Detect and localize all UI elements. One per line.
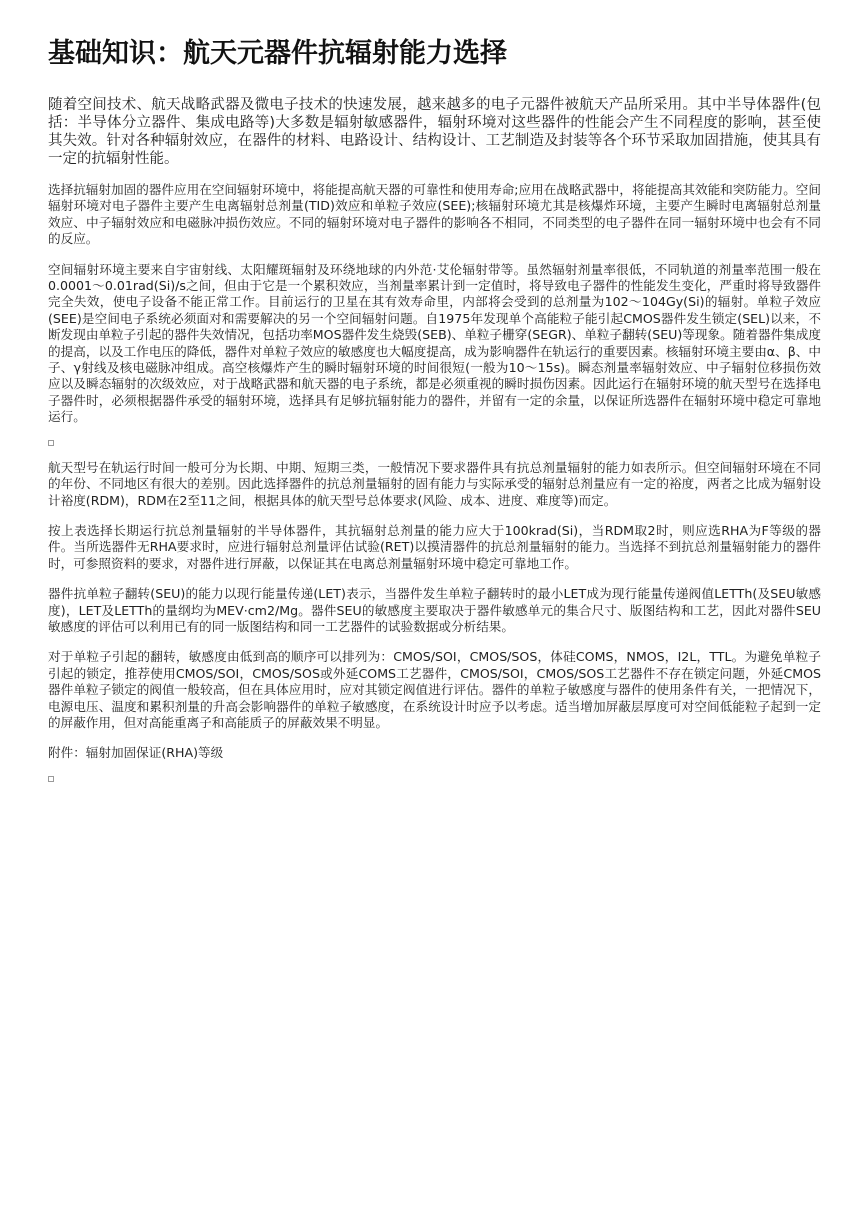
intro-paragraph: 随着空间技术、航天战略武器及微电子技术的快速发展，越来越多的电子元器件被航天产品所采用。其中半导体器件(包括：半导体分立器件、集成电路等)大多数是辐射敏感器件，辐射环境对这些器件的性能会产生不同程度的影响，甚至使其失效。针对各种辐射效应，在器件的材料、电路设计、结构设计、工艺制造及封装等各个环节采取加固措施，使其具有一定的抗辐射性能。: [48, 97, 821, 167]
article: [48, 36, 821, 796]
paragraph-seu-capability: 器件抗单粒子翻转(SEU)的能力以现行能量传递(LET)表示，当器件发生单粒子翻转时的最小LET成为现行能量传递阀值LETTh(及SEU敏感度)，LET及LETTh的量纲均为MEV·cm2/Mg。器件SEU的敏感度主要取决于器件敏感单元的集合尺寸、版图结构和工艺，因此对器件SEU敏感度的评估可以利用已有的同一版图结构和同一工艺器件的试验数据或分析结果。: [48, 586, 821, 634]
page-title: 基础知识：航天元器件抗辐射能力选择: [48, 38, 507, 69]
paragraph-space-radiation: 空间辐射环境主要来自宇宙射线、太阳耀斑辐射及环绕地球的内外范·艾伦辐射带等。虽然辐射剂量率很低，不同轨道的剂量率范围一般在0.0001～0.01rad(Si)/s之间，但由于它是一个累积效应，当剂量率累计到一定值时，将导致电子器件的性能发生变化，严重时将导致器件完全失效，使电子设备不能正常工作。目前运行的卫星在其有效寿命里，内部将会受到的总剂量为102～104Gy(Si)的辐射。单粒子效应(SEE)是空间电子系统必须面对和需要解决的另一个空间辐射问题。自1975年发现单个高能粒子能引起CMOS器件发生锁定(SEL)以来，不断发现由单粒子引起的器件失效情况，包括功率MOS器件发生烧毁(SEB)、单粒子栅穿(SEGR)、单粒子翻转(SEU)等现象。随着器件集成度的提高，以及工作电压的降低，器件对单粒子效应的敏感度也大幅度提高，成为影响器件在轨运行的重要因素。核辐射环境主要由α、β、中子、γ射线及核电磁脉冲组成。高空核爆炸产生的瞬时辐射环境的时间很短(一般为10～15s)。瞬态剂量率辐射效应、中子辐射位移损伤效应以及瞬态辐射的次级效应，对于战略武器和航天器的电子系统，都是必须重视的瞬时损伤因素。因此运行在辐射环境的航天型号在选择电子器件时，必须根据器件承受的辐射环境，选择具有足够抗辐射能力的器件，并留有一定的余量，以保证所选器件在辐射环境中稳定可靠地运行。: [48, 261, 821, 425]
missing-attachment-image-icon: [48, 776, 54, 782]
paragraph-attachment: 附件：辐射加固保证(RHA)等级: [48, 745, 224, 761]
paragraph-orbit-duration: 航天型号在轨运行时间一般可分为长期、中期、短期三类，一般情况下要求器件具有抗总剂量辐射的能力如表所示。但空间辐射环境在不同的年份、不同地区有很大的差别。因此选择器件的抗总剂量辐射的固有能力与实际承受的辐射总剂量应有一定的裕度，两者之比成为辐射设计裕度(RDM)，RDM在2至11之间，根据具体的航天型号总体要求(风险、成本、进度、难度等)而定。: [48, 459, 821, 508]
paragraph-long-term-selection: 按上表选择长期运行抗总剂量辐射的半导体器件，其抗辐射总剂量的能力应大于100krad(Si)，当RDM取2时，则应选RHA为F等级的器件。当所选器件无RHA要求时，应进行辐射总剂量评估试验(RET)以摸清器件的抗总剂量辐射的能力。当选择不到抗总剂量辐射能力的器件时，可参照资料的要求，对器件进行屏蔽，以保证其在电离总剂量辐射环境中稳定可靠地工作。: [48, 522, 821, 571]
paragraph-radiation-hardening: 选择抗辐射加固的器件应用在空间辐射环境中，将能提高航天器的可靠性和使用寿命;应用在战略武器中，将能提高其效能和突防能力。空间辐射环境对电子器件主要产生电离辐射总剂量(TID)效应和单粒子效应(SEE);核辐射环境尤其是核爆炸环境，主要产生瞬时电离辐射总剂量效应、中子辐射效应和电磁脉冲损伤效应。不同的辐射环境对电子器件的影响各不相同，不同类型的电子器件在同一辐射环境中也会有不同的反应。: [48, 182, 821, 247]
missing-table-image-icon: [48, 440, 54, 446]
paragraph-seu-sensitivity: 对于单粒子引起的翻转，敏感度由低到高的顺序可以排列为：CMOS/SOI，CMOS/SOS，体硅COMS，NMOS，I2L，TTL。为避免单粒子引起的锁定，推荐使用CMOS/SOI，CMOS/SOS或外延COMS工艺器件，CMOS/SOI，CMOS/SOS工艺器件不存在锁定问题，外延CMOS器件单粒子锁定的阀值一般较高，但在具体应用时，应对其锁定阀值进行评估。器件的单粒子敏感度与器件的使用条件有关，一把情况下，电源电压、温度和累积剂量的升高会影响器件的单粒子敏感度，在系统设计时应予以考虑。适当增加屏蔽层厚度可对空间低能粒子起到一定的屏蔽作用，但对高能重离子和高能质子的屏蔽效果不明显。: [48, 649, 821, 730]
